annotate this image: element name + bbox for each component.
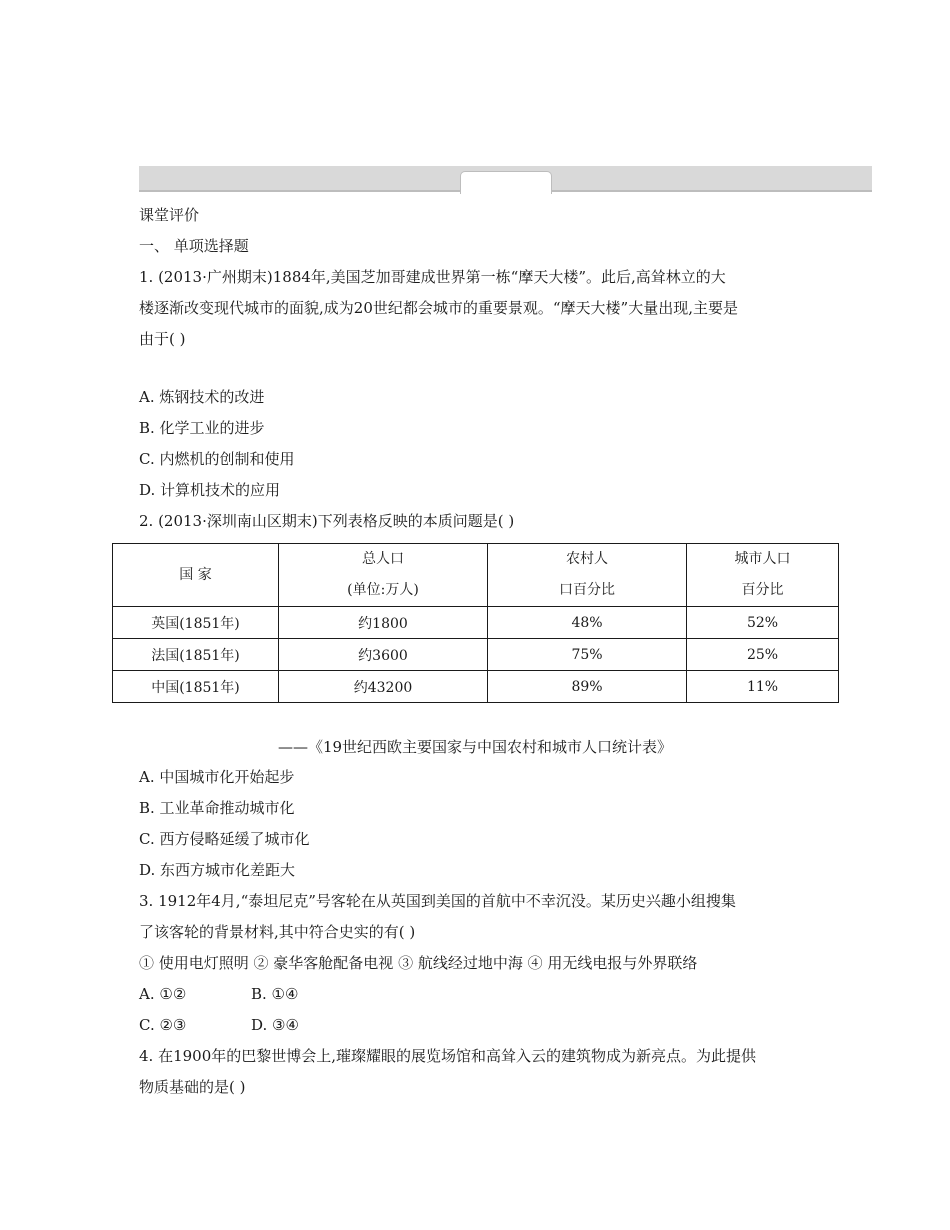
header-tab [460,171,552,194]
q3-stem-line-2: 了该客轮的背景材料,其中符合史实的有( ) [139,923,416,941]
q3-option-a: A. ①② [139,985,187,1003]
q2-option-a: A. 中国城市化开始起步 [139,768,295,786]
cell-urban: 25% [687,639,839,671]
table-header-row [113,544,839,607]
section-title: 课堂评价 [139,206,200,224]
cell-country: 中国(1851年) [113,671,279,703]
cell-country: 英国(1851年) [113,607,279,639]
q4-stem-line-2: 物质基础的是( ) [139,1078,246,1096]
cell-country: 法国(1851年) [113,639,279,671]
table-row [113,607,839,639]
cell-rural: 75% [488,639,687,671]
q3-stem-line-1: 3. 1912年4月,“泰坦尼克”号客轮在从英国到美国的首航中不幸沉没。某历史兴趣小组搜集 [139,892,736,910]
table-row [113,639,839,671]
cell-rural: 48% [488,607,687,639]
table-row [113,671,839,703]
population-table [112,543,839,703]
q1-option-a: A. 炼钢技术的改进 [139,388,265,406]
q4-stem-line-1: 4. 在1900年的巴黎世博会上,璀璨耀眼的展览场馆和高耸入云的建筑物成为新亮点。为此提供 [139,1047,757,1065]
cell-total: 约3600 [279,639,488,671]
cell-urban: 52% [687,607,839,639]
q1-option-b: B. 化学工业的进步 [139,419,265,437]
cell-urban: 11% [687,671,839,703]
q2-option-d: D. 东西方城市化差距大 [139,861,296,879]
table-caption: ——《19世纪西欧主要国家与中国农村和城市人口统计表》 [277,738,673,756]
q2-stem: 2. (2013·深圳南山区期末)下列表格反映的本质问题是( ) [139,512,515,530]
q1-stem-line-1: 1. (2013·广州期末)1884年,美国芝加哥建成世界第一栋“摩天大楼”。此后,高耸林立的大 [139,268,726,286]
q3-option-d: D. ③④ [251,1016,299,1034]
header-country: 国 家 [113,544,279,607]
q1-stem-line-3: 由于( ) [139,330,186,348]
header-urban-percent: 城市人口 百分比 [687,544,839,607]
header-total-population: 总人口 (单位:万人) [279,544,488,607]
part-heading: 一、 单项选择题 [139,237,249,255]
q3-statements: ① 使用电灯照明 ② 豪华客舱配备电视 ③ 航线经过地中海 ④ 用无线电报与外界联络 [139,954,698,972]
q2-option-c: C. 西方侵略延缓了城市化 [139,830,310,848]
q1-stem-line-2: 楼逐渐改变现代城市的面貌,成为20世纪都会城市的重要景观。“摩天大楼”大量出现,主要是 [139,299,738,317]
cell-total: 约1800 [279,607,488,639]
q2-option-b: B. 工业革命推动城市化 [139,799,295,817]
q1-option-d: D. 计算机技术的应用 [139,481,281,499]
q3-option-b: B. ①④ [251,985,299,1003]
cell-rural: 89% [488,671,687,703]
cell-total: 约43200 [279,671,488,703]
q1-option-c: C. 内燃机的创制和使用 [139,450,295,468]
q3-option-c: C. ②③ [139,1016,187,1034]
header-rural-percent: 农村人 口百分比 [488,544,687,607]
